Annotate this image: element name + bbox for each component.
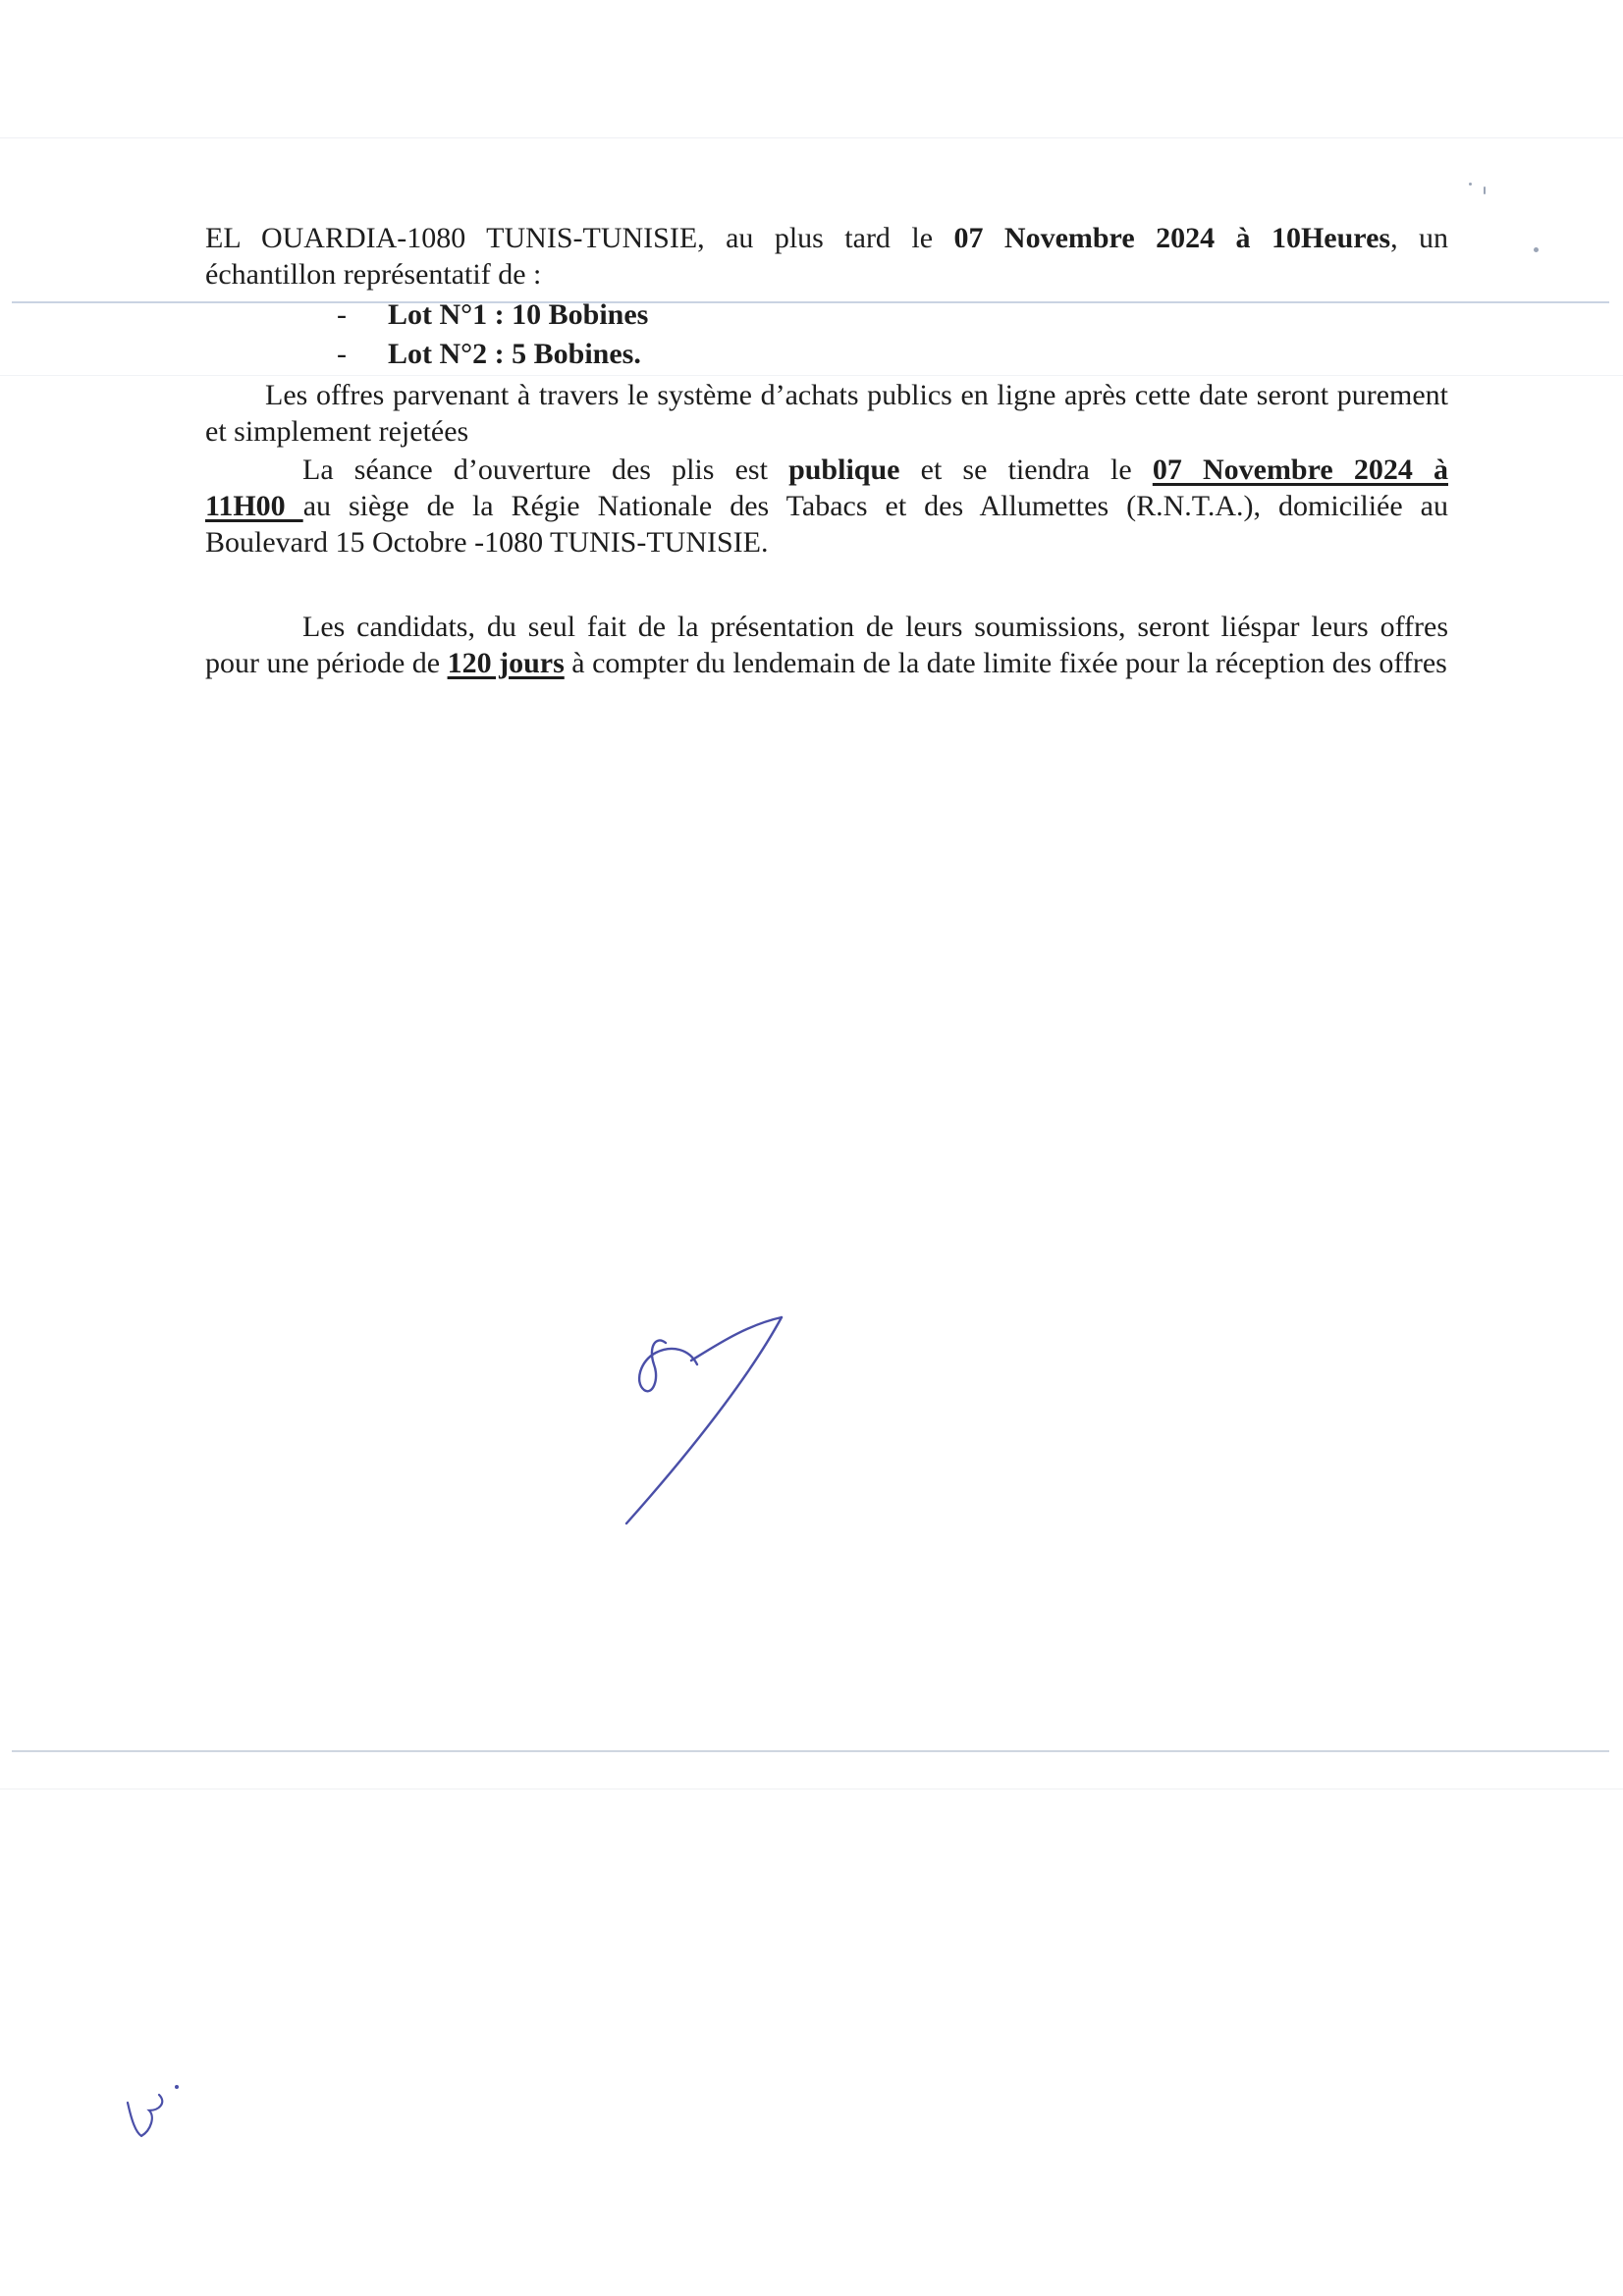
opening-line: Boulevard 15 Octobre -1080 TUNIS-TUNISIE.	[205, 526, 769, 559]
scan-line	[0, 375, 1623, 376]
text-run: , un	[1390, 222, 1448, 254]
text-run: La séance d’ouverture des plis est	[302, 454, 789, 486]
signature	[609, 1306, 805, 1531]
public-label: publique	[788, 454, 900, 486]
validity-period: 120 jours	[447, 647, 565, 679]
deadline-date: 07 Novembre 2024 à 10Heures	[953, 222, 1391, 254]
text-run: au siège de la Régie Nationale des Tabacs et des Allumettes (R.N.T.A.), domiciliée au	[302, 490, 1448, 522]
lot-item	[337, 296, 648, 333]
opening-paragraph	[205, 452, 1448, 561]
opening-line	[205, 452, 1448, 488]
validity-text	[205, 609, 1448, 681]
page-mark-dot	[175, 2085, 179, 2089]
scan-speck	[1484, 187, 1486, 194]
intro-paragraph	[205, 220, 1448, 293]
intro-line	[205, 220, 1448, 256]
lot-label: Lot N°1 : 10 Bobines	[388, 298, 649, 331]
text-run: Les candidats, du seul fait de la présentation de leurs soumissions, seront liéspar leurs offres pour une période de	[205, 611, 1448, 679]
opening-line	[205, 488, 1448, 524]
scan-line	[0, 137, 1623, 138]
signature-loop	[639, 1340, 697, 1391]
scan-line	[12, 1750, 1609, 1752]
text-run: EL OUARDIA-1080 TUNIS-TUNISIE, au plus tard le	[205, 222, 954, 254]
scan-speck	[1534, 247, 1539, 252]
validity-paragraph	[205, 609, 1448, 681]
text-run: et se tiendra le	[899, 454, 1153, 486]
list-dash: -	[337, 338, 347, 370]
list-dash: -	[337, 298, 347, 331]
scan-line	[12, 301, 1609, 303]
text-run: à compter du lendemain de la date limite fixée pour la réception des offres	[564, 647, 1447, 679]
page-number-mark	[116, 2081, 185, 2150]
rejection-paragraph	[205, 377, 1448, 450]
page-mark-stroke	[128, 2095, 162, 2136]
rejection-text: Les offres parvenant à travers le système d’achats publics en ligne après cette date seront purement et simplement rejetées	[205, 379, 1448, 448]
intro-line: échantillon représentatif de :	[205, 258, 542, 291]
signature-stroke	[626, 1317, 782, 1523]
opening-date: 07 Novembre 2024 à	[1152, 454, 1448, 486]
lot-item	[337, 336, 641, 372]
opening-time: 11H00	[205, 490, 303, 522]
scan-speck	[1469, 183, 1472, 186]
lot-label: Lot N°2 : 5 Bobines.	[388, 338, 641, 370]
